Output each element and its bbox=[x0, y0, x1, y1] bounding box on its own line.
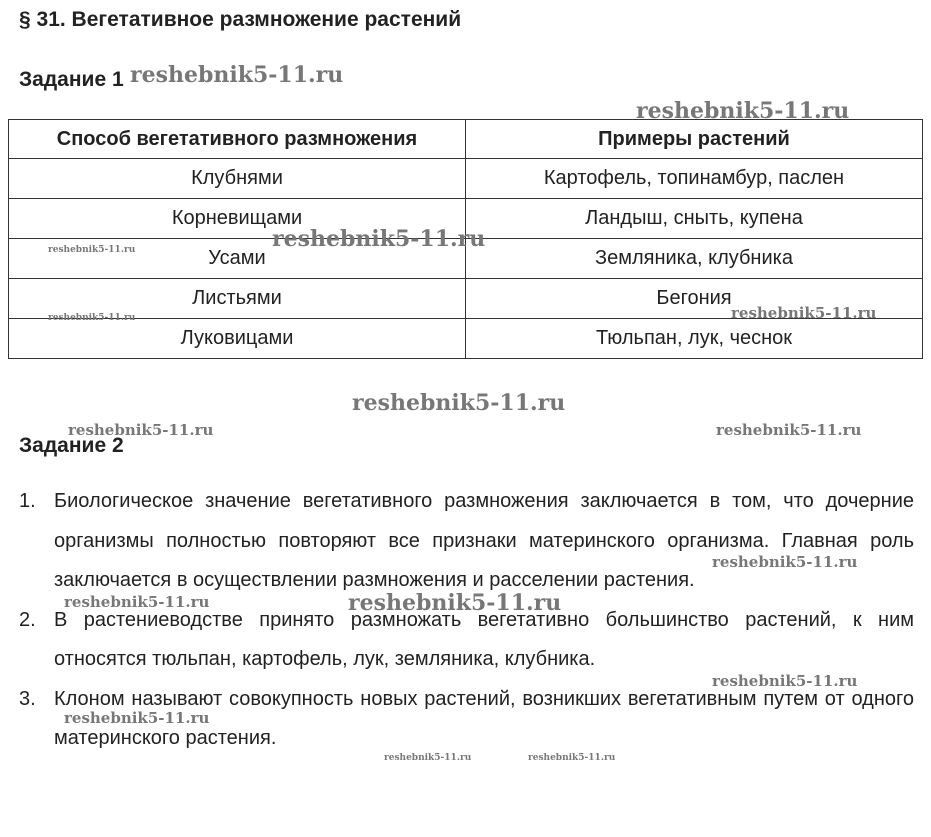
table-row bbox=[9, 319, 923, 359]
watermark: reshebnik5-11.ru bbox=[64, 709, 210, 727]
task2-title: Задание 2 bbox=[19, 434, 124, 457]
method-cell: Корневищами bbox=[9, 199, 466, 239]
table-header-row bbox=[9, 120, 923, 159]
watermark: reshebnik5-11.ru bbox=[130, 62, 344, 88]
item-text: Клоном называют совокупность новых растений, возникших вегетативным путем от одного материнского растения. bbox=[54, 687, 914, 749]
watermark: reshebnik5-11.ru bbox=[48, 313, 136, 323]
list-item bbox=[19, 482, 914, 601]
method-cell: Луковицами bbox=[9, 319, 466, 359]
method-cell: Листьями bbox=[9, 279, 466, 319]
section-title: § 31. Вегетативное размножение растений bbox=[19, 8, 462, 31]
watermark: reshebnik5-11.ru bbox=[731, 304, 877, 322]
item-number: 1. bbox=[19, 490, 36, 512]
examples-cell: Картофель, топинамбур, паслен bbox=[466, 159, 923, 199]
examples-cell: Ландыш, сныть, купена bbox=[466, 199, 923, 239]
item-number: 3. bbox=[19, 687, 36, 710]
watermark: reshebnik5-11.ru bbox=[528, 753, 616, 763]
item-text: Биологическое значение вегетативного размножения заключается в том, что дочерние организмы полностью повторяют все признаки материнского организма. Главная роль заключается в осуществлении размножения и расселении растения. bbox=[54, 490, 914, 591]
watermark: reshebnik5-11.ru bbox=[716, 421, 862, 439]
watermark: reshebnik5-11.ru bbox=[272, 226, 486, 252]
watermark: reshebnik5-11.ru bbox=[712, 553, 858, 571]
method-cell: Клубнями bbox=[9, 159, 466, 199]
item-number: 2. bbox=[19, 608, 36, 631]
watermark: reshebnik5-11.ru bbox=[636, 98, 850, 124]
method-cell: Усами bbox=[9, 239, 466, 279]
examples-cell: Тюльпан, лук, чеснок bbox=[466, 319, 923, 359]
table-row bbox=[9, 159, 923, 199]
watermark: reshebnik5-11.ru bbox=[712, 672, 858, 690]
watermark: reshebnik5-11.ru bbox=[352, 390, 566, 416]
watermark: reshebnik5-11.ru bbox=[348, 590, 562, 616]
column-header-method: Способ вегетативного размножения bbox=[9, 120, 466, 159]
task1-title: Задание 1 bbox=[19, 68, 124, 91]
watermark: reshebnik5-11.ru bbox=[64, 593, 210, 611]
examples-cell: Бегония bbox=[466, 279, 923, 319]
examples-cell: Земляника, клубника bbox=[466, 239, 923, 279]
watermark: reshebnik5-11.ru bbox=[384, 753, 472, 763]
item-text: В растениеводстве принято размножать вегетативно большинство растений, к ним относятся тюльпан, картофель, лук, земляника, клубника. bbox=[54, 608, 914, 670]
watermark: reshebnik5-11.ru bbox=[48, 245, 136, 255]
watermark: reshebnik5-11.ru bbox=[68, 421, 214, 439]
column-header-examples: Примеры растений bbox=[466, 120, 923, 159]
